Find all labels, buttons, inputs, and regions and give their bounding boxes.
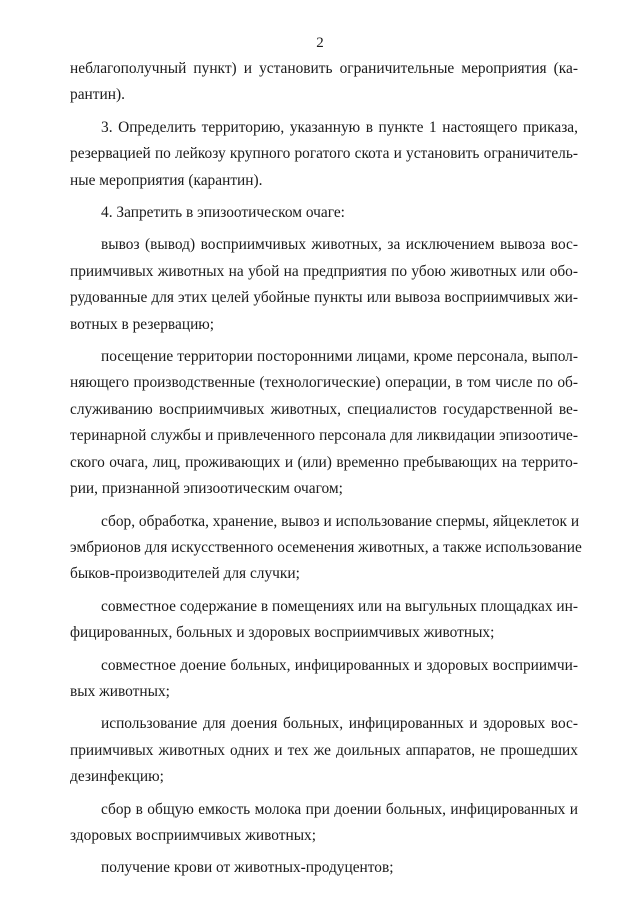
text-line: вотных в резервацию; [70,315,215,333]
paragraph [70,200,578,226]
text-line: рудованные для этих целей убойные пункты или вывоза восприимчивых жи- [70,289,578,307]
text-line: рантин). [70,86,125,104]
paragraph [70,56,578,109]
text-line: здоровых восприимчивых животных; [70,826,317,844]
text-line: использование для доения больных, инфицированных и здоровых вос- [101,715,578,733]
page-number: 2 [316,35,324,51]
paragraph [70,344,578,502]
text-line: 3. Определить территорию, указанную в пункте 1 настоящего приказа, [101,118,578,136]
text-line: вых животных; [70,682,170,700]
text-line: совместное доение больных, инфицированных и здоровых восприимчи- [101,656,578,674]
text-line: посещение территории посторонними лицами, кроме персонала, выпол- [101,348,578,366]
text-line: сбор, обработка, хранение, вывоз и использование спермы, яйцеклеток и [101,512,580,530]
text-line: сбор в общую емкость молока при доении больных, инфицированных и [101,800,578,818]
paragraph [70,509,582,588]
paragraph [70,797,578,850]
text-line: приимчивых животных на убой на предприятия по убою животных или обо- [70,262,578,280]
paragraph [70,594,578,647]
text-line: дезинфекцию; [70,768,164,786]
text-line: ского очага, лиц, проживающих и (или) временно пребывающих на террито- [70,453,578,471]
paragraph [70,115,578,194]
text-line: теринарной службы и привлеченного персонала для ликвидации эпизоотиче- [70,427,578,445]
text-line: получение крови от животных-продуцентов; [101,859,394,877]
text-line: ные мероприятия (карантин). [70,171,263,189]
text-line: фицированных, больных и здоровых восприимчивых животных; [70,624,495,642]
text-line: рии, признанной эпизоотическим очагом; [70,480,343,498]
text-line: совместное содержание в помещениях или на выгульных площадках ин- [101,597,579,615]
text-line: эмбрионов для искусственного осеменения животных, а также использование [70,538,582,556]
text-line: 4. Запретить в эпизоотическом очаге: [101,204,345,222]
text-line: няющего производственные (технологические) операции, в том числе по об- [70,374,578,392]
text-line: неблагополучный пункт) и установить ограничительные мероприятия (ка- [70,60,578,77]
text-line: вывоз (вывод) восприимчивых животных, за исключением вывоза вос- [101,236,578,254]
text-line: приимчивых животных одних и тех же доильных аппаратов, не прошедших [70,741,578,759]
document-body [70,56,582,888]
text-line: быков-производителей для случки; [70,565,300,583]
paragraph [70,855,578,881]
paragraph [70,232,578,338]
text-line: резервацией по лейкозу крупного рогатого скота и установить ограничитель- [70,145,578,163]
paragraph [70,653,578,706]
paragraph [70,711,578,790]
text-line: служиванию восприимчивых животных, специалистов государственной ве- [70,400,578,418]
